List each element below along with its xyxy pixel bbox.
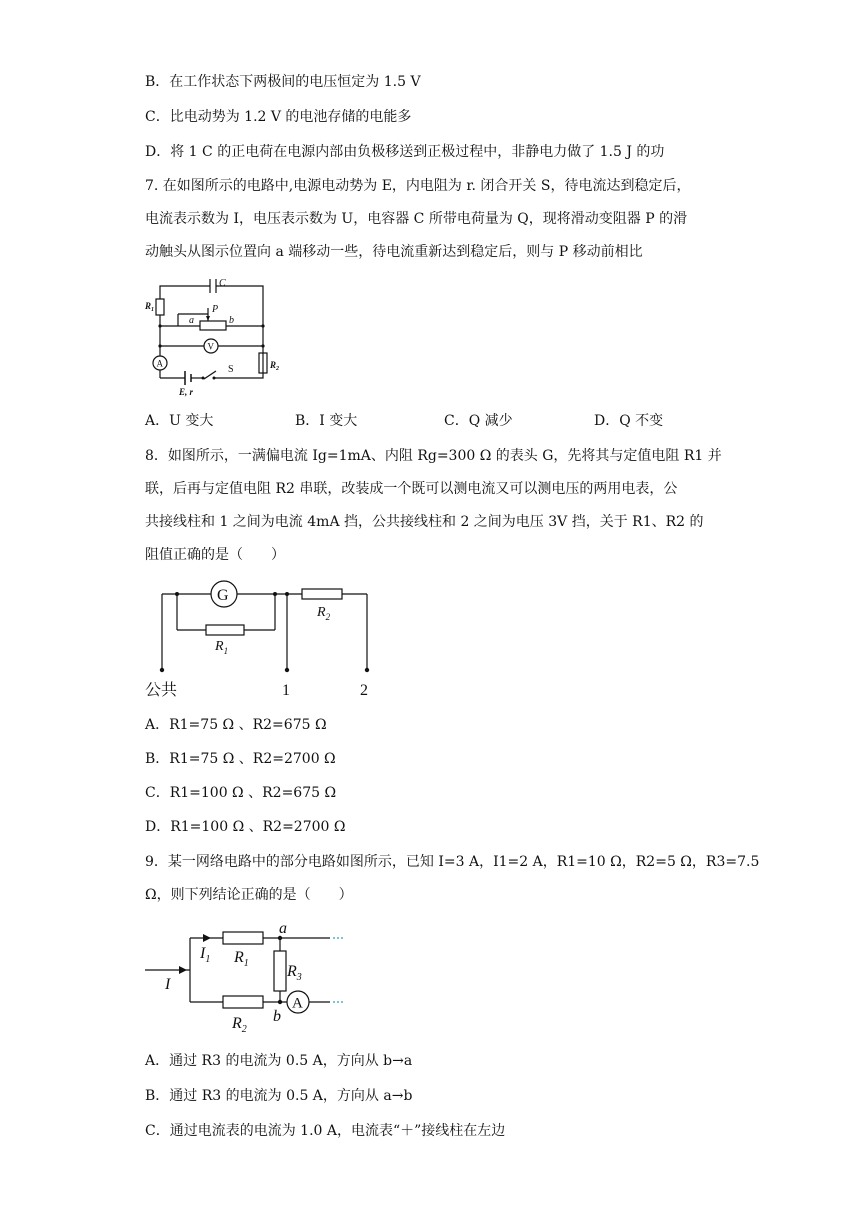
q7-label-p: P bbox=[212, 304, 219, 315]
q9-stem-line1: 9．某一网络电路中的部分电路如图所示，已知 I=3 A，I1=2 A，R1=10 Ω，R2=5 Ω，R3=7.5 bbox=[145, 854, 760, 870]
q9-option-b: B．通过 R3 的电流为 0.5 A，方向从 a→b bbox=[145, 1088, 413, 1104]
q8-terminal-1: 1 bbox=[282, 682, 290, 699]
q7-ammeter-symbol: A bbox=[156, 358, 163, 369]
q8-label-r2: $R_2$ bbox=[317, 605, 331, 622]
q9-option-c: C．通过电流表的电流为 1.0 A，电流表“＋”接线柱在左边 bbox=[145, 1123, 506, 1139]
q7-option-b: B．I 变大 bbox=[295, 413, 358, 429]
q7-option-a: A．U 变大 bbox=[145, 413, 214, 429]
q7-label-r2: $R_2$ bbox=[270, 360, 280, 372]
q7-stem-line3: 动触头从图示位置向 a 端移动一些，待电流重新达到稳定后，则与 P 移动前相比 bbox=[145, 244, 643, 260]
q8-stem-line1: 8．如图所示，一满偏电流 Ig=1mA、内阻 Rg=300 Ω 的表头 G，先将其与定值电阻 R1 并 bbox=[145, 448, 722, 464]
q9-circuit-diagram bbox=[145, 918, 360, 1033]
q7-label-r1: $R_1$ bbox=[145, 301, 155, 313]
q8-terminal-common: 公共 bbox=[145, 682, 178, 699]
q9-label-i: I bbox=[165, 976, 171, 993]
q8-stem-line4: 阻值正确的是（ ） bbox=[145, 547, 285, 563]
q9-ammeter-symbol: A bbox=[292, 995, 303, 1012]
q9-label-r3: $R_3$ bbox=[287, 963, 302, 983]
q7-label-c: C bbox=[219, 278, 226, 289]
q9-label-r2: $R_2$ bbox=[232, 1015, 247, 1035]
q6-option-c: C．比电动势为 1.2 V 的电池存储的电能多 bbox=[145, 109, 412, 125]
q7-voltmeter-symbol: V bbox=[207, 341, 214, 352]
q8-option-c: C．R1=100 Ω 、R2=675 Ω bbox=[145, 785, 337, 801]
q8-option-b: B．R1=75 Ω 、R2=2700 Ω bbox=[145, 751, 336, 767]
q6-option-b: B．在工作状态下两极间的电压恒定为 1.5 V bbox=[145, 74, 421, 90]
q8-option-a: A．R1=75 Ω 、R2=675 Ω bbox=[145, 717, 327, 733]
q9-stem-line2: Ω，则下列结论正确的是（ ） bbox=[145, 887, 353, 903]
q7-label-er: E, r bbox=[179, 387, 194, 397]
q9-label-i1: $I_1$ bbox=[200, 945, 211, 965]
q7-stem-line1: 7. 在如图所示的电路中,电源电动势为 E，内电阻为 r. 闭合开关 S，待电流达到稳定后， bbox=[145, 178, 691, 194]
q7-stem-line2: 电流表示数为 I，电压表示数为 U，电容器 C 所带电荷量为 Q，现将滑动变阻器 P 的滑 bbox=[145, 211, 688, 227]
q9-label-r1: $R_1$ bbox=[234, 949, 249, 969]
q8-option-d: D．R1=100 Ω 、R2=2700 Ω bbox=[145, 819, 346, 835]
q8-terminal-2: 2 bbox=[360, 682, 368, 699]
q7-label-s: S bbox=[228, 364, 234, 375]
q8-stem-line2: 联，后再与定值电阻 R2 串联，改装成一个既可以测电流又可以测电压的两用电表，公 bbox=[145, 481, 678, 497]
q7-options bbox=[145, 411, 663, 431]
q6-option-d: D．将 1 C 的正电荷在电源内部由负极移送到正极过程中，非静电力做了 1.5 J 的功 bbox=[145, 144, 665, 160]
q7-option-c: C．Q 减少 bbox=[444, 413, 513, 429]
q7-label-a: a bbox=[189, 315, 194, 326]
q9-label-a: a bbox=[279, 920, 287, 937]
q8-galvanometer-symbol: G bbox=[217, 587, 229, 604]
q8-label-r1: $R_1$ bbox=[215, 639, 229, 656]
q7-label-b: b bbox=[229, 315, 234, 326]
q9-label-b: b bbox=[273, 1008, 281, 1025]
q8-stem-line3: 共接线柱和 1 之间为电流 4mA 挡，公共接线柱和 2 之间为电压 3V 挡，关于 R1、R2 的 bbox=[145, 514, 704, 530]
q9-option-a: A．通过 R3 的电流为 0.5 A，方向从 b→a bbox=[145, 1053, 413, 1069]
q7-option-d: D．Q 不变 bbox=[594, 413, 664, 429]
q8-circuit-diagram bbox=[145, 578, 385, 698]
q7-circuit-diagram bbox=[145, 278, 298, 397]
